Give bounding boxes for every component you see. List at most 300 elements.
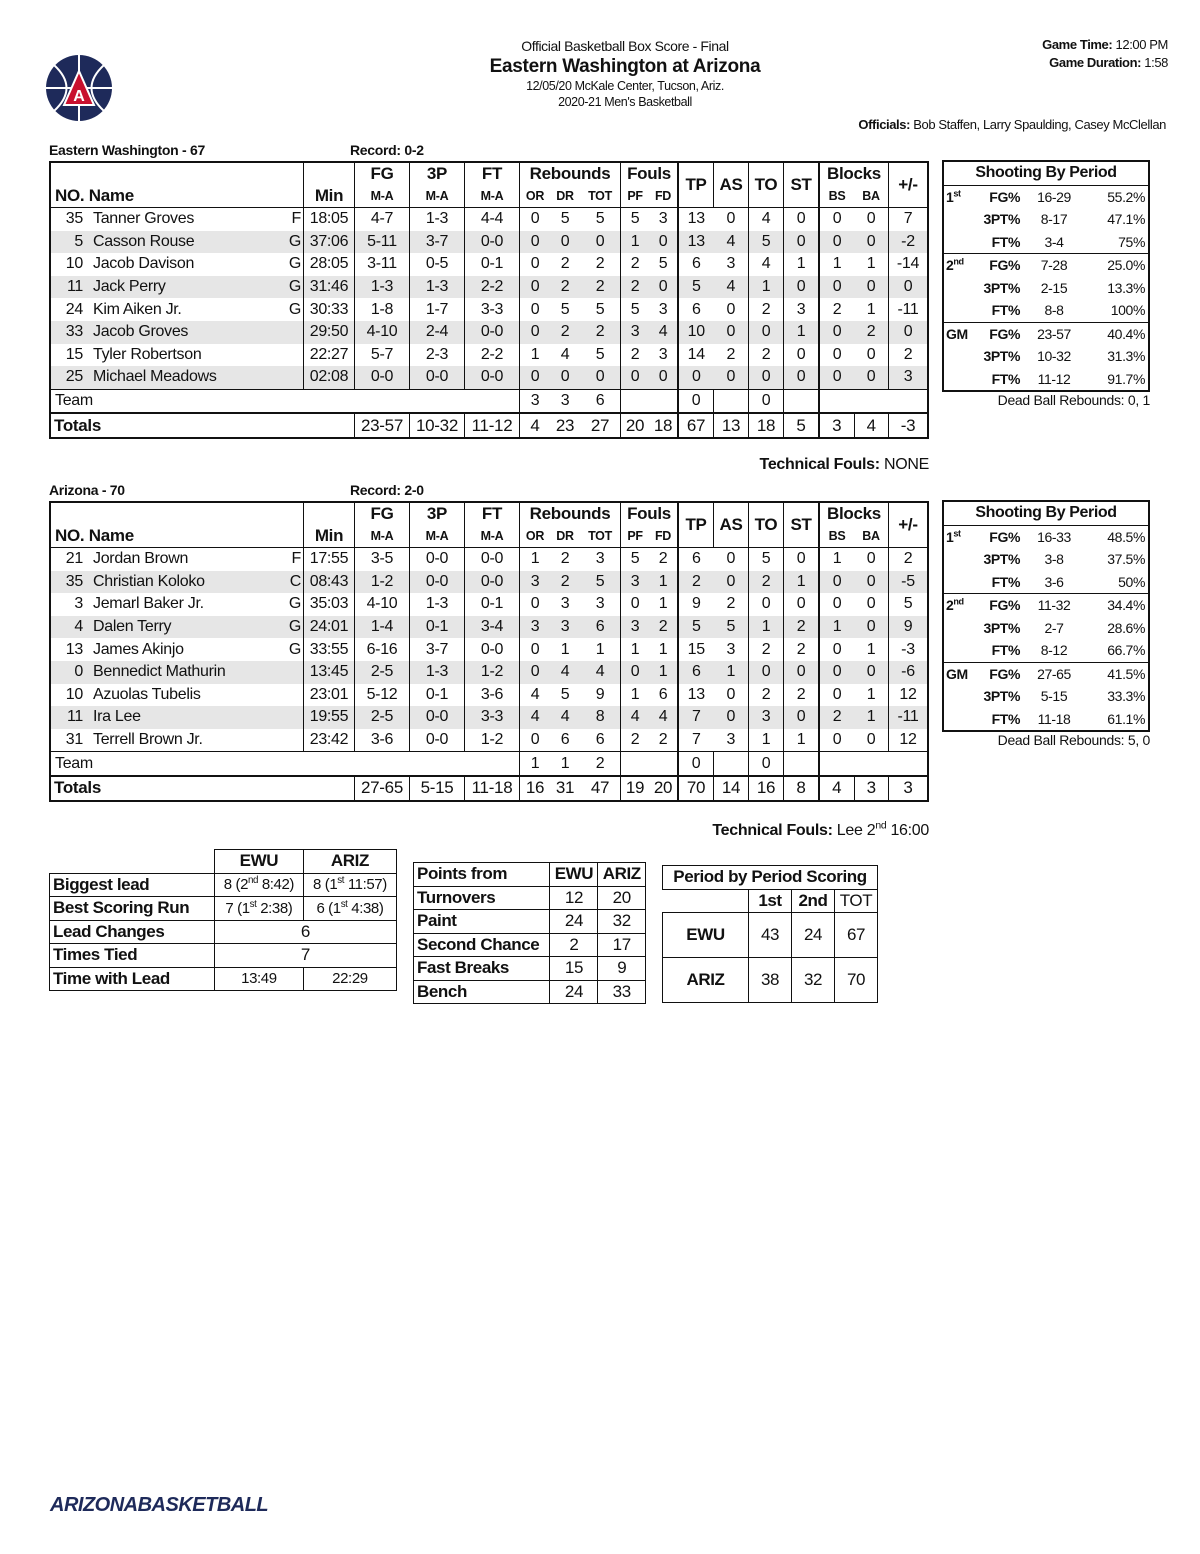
- stat-cell: 5: [560, 685, 570, 703]
- sbp-row: 3PT% 10-32 31.3%: [983, 348, 1145, 365]
- stat-cell: 14: [678, 344, 714, 367]
- stat-cell: 0: [580, 231, 621, 254]
- shooting-by-period: [942, 500, 1150, 732]
- stat-cell: 1: [819, 253, 854, 276]
- total-cell: -3: [889, 413, 929, 438]
- total-cell: 16: [749, 776, 784, 801]
- stat-cell: 0: [520, 298, 551, 321]
- stat-cell: 3: [889, 366, 929, 389]
- stat-cell: -5: [889, 571, 929, 594]
- stat-cell: 1: [784, 571, 820, 594]
- points-from-title: Points from: [414, 863, 550, 887]
- stat-cell: 0: [784, 548, 820, 571]
- sbp-title: Shooting By Period: [943, 161, 1149, 185]
- sbp-row: 3PT% 2-7 28.6%: [983, 619, 1145, 636]
- total-cell: 23: [550, 413, 580, 438]
- player-number: 15: [65, 345, 83, 363]
- stat-cell: 2: [580, 276, 621, 299]
- sbp-period: GM: [946, 325, 968, 342]
- stat-cell: 33:55: [304, 638, 355, 661]
- player-row: [50, 548, 928, 571]
- totals-row: [50, 776, 928, 801]
- stat-cell: 2: [819, 298, 854, 321]
- stat-cell: 2: [658, 550, 668, 568]
- game-stats-table: [49, 849, 397, 991]
- stat-cell: 0: [854, 231, 889, 254]
- game-venue: 12/05/20 McKale Center, Tucson, Ariz.: [526, 79, 724, 93]
- player-name: Casson Rouse: [89, 231, 283, 254]
- stat-cell: 3-6: [355, 729, 410, 752]
- page-title: Eastern Washington at Arizona: [489, 56, 761, 77]
- player-row: [50, 729, 928, 752]
- team-row: Team 1 1 2 0 0: [50, 752, 928, 776]
- stat-cell: 2: [784, 684, 820, 707]
- sbp-row: GM FG% 23-57 40.4%: [943, 322, 1149, 345]
- team-label: Team: [50, 752, 304, 776]
- stat-cell: -11: [889, 298, 929, 321]
- svg-text:A: A: [73, 88, 85, 105]
- total-cell: 20: [649, 776, 678, 801]
- player-position: G: [283, 276, 304, 299]
- stat-cell: 0-1: [465, 253, 520, 276]
- stat-cell: 0: [819, 638, 854, 661]
- col-blocks: Blocks: [819, 502, 889, 525]
- player-row: [50, 593, 928, 616]
- stat-cell: 3: [550, 616, 580, 639]
- stat-cell: 3-3: [465, 706, 520, 729]
- stat-cell: 0: [520, 593, 551, 616]
- stat-cell: 0: [784, 661, 820, 684]
- sbp-title: Shooting By Period: [943, 501, 1149, 525]
- player-row: [50, 344, 928, 367]
- stat-cell: 2: [550, 571, 580, 594]
- stat-cell: 5: [749, 231, 784, 254]
- stat-cell: 5: [749, 548, 784, 571]
- technical-fouls: Technical Fouls: NONE: [759, 456, 929, 473]
- best-run-label: Best Scoring Run: [50, 897, 215, 921]
- total-cell: 4: [854, 413, 889, 438]
- stat-cell: 29:50: [304, 321, 355, 344]
- shooting-by-period: [942, 160, 1150, 392]
- player-row: [50, 253, 928, 276]
- totals-label: Totals: [50, 776, 304, 801]
- stat-cell: 9: [678, 593, 714, 616]
- stat-cell: 0: [520, 638, 551, 661]
- stat-cell: 0: [714, 706, 749, 729]
- player-position: G: [288, 595, 301, 613]
- stat-cell: 4: [520, 706, 551, 729]
- col-as: AS: [714, 502, 749, 548]
- times-tied-label: Times Tied: [50, 944, 215, 968]
- stat-cell: 0: [866, 210, 876, 228]
- player-position: G: [283, 616, 304, 639]
- player-number: 33: [50, 321, 89, 344]
- player-number: 31: [65, 731, 83, 749]
- time-lead-ariz: 22:29: [303, 967, 396, 991]
- total-cell: 13: [714, 413, 749, 438]
- player-row: [50, 208, 928, 231]
- sbp-row: 2nd FG% 7-28 25.0%: [943, 254, 1149, 277]
- stat-cell: 0: [819, 344, 854, 367]
- stat-cell: 5: [678, 276, 714, 299]
- player-name: James Akinjo: [93, 640, 184, 658]
- player-position: F: [291, 210, 301, 228]
- stat-cell: 0-0: [465, 571, 520, 594]
- stat-cell: 1-2: [355, 571, 410, 594]
- total-cell: 3: [854, 776, 889, 801]
- sbp-row: 1st FG% 16-33 48.5%: [943, 525, 1149, 548]
- total-cell: 14: [714, 776, 749, 801]
- stat-cell: 1: [658, 595, 668, 613]
- team-label: Team: [50, 389, 304, 413]
- total-cell: 11-18: [465, 776, 520, 801]
- player-row: [50, 366, 928, 389]
- stat-cell: 0: [784, 276, 820, 299]
- stat-cell: 4: [749, 253, 784, 276]
- points-from-row: Turnovers 12 20: [414, 886, 646, 910]
- stat-cell: 0: [678, 366, 714, 389]
- player-name: Tanner Groves: [93, 210, 195, 228]
- stat-cell: 0-1: [465, 593, 520, 616]
- total-cell: 19: [621, 776, 650, 801]
- stat-cell: 0: [819, 571, 854, 594]
- stat-cell: 0: [866, 345, 876, 363]
- stat-cell: 0: [819, 729, 854, 752]
- stat-cell: 0: [819, 321, 854, 344]
- stat-cell: 2: [784, 616, 820, 639]
- period-scoring-title: Period by Period Scoring: [663, 866, 878, 890]
- player-name: Michael Meadows: [89, 366, 283, 389]
- team-record: Record: 2-0: [350, 482, 424, 498]
- col-fg: FG: [355, 162, 410, 185]
- player-number: 35: [50, 571, 89, 594]
- stat-cell: 2: [621, 276, 650, 299]
- stat-cell: 37:06: [304, 231, 355, 254]
- sbp-period: GM: [946, 665, 968, 682]
- player-position: [283, 366, 304, 389]
- stat-cell: 2: [749, 638, 784, 661]
- stat-cell: 0: [854, 616, 889, 639]
- player-position: [283, 729, 304, 752]
- stat-cell: 0: [649, 231, 678, 254]
- stat-cell: 0-1: [410, 616, 465, 639]
- col-ft: FT: [465, 162, 520, 185]
- player-name: Jemarl Baker Jr.: [93, 595, 204, 613]
- total-cell: 5: [784, 413, 820, 438]
- stat-cell: 0: [726, 550, 736, 568]
- stat-cell: 2-3: [410, 344, 465, 367]
- player-position: [283, 321, 304, 344]
- stat-cell: 3-4: [465, 616, 520, 639]
- stat-cell: 1-3: [410, 208, 465, 231]
- stat-cell: 1: [595, 640, 605, 658]
- player-number: 10: [65, 685, 83, 703]
- sbp-row: FT% 3-4 75%: [991, 233, 1145, 250]
- stat-cell: 1: [866, 255, 876, 273]
- col-plus-minus: +/-: [889, 502, 929, 548]
- stat-cell: 3: [621, 321, 650, 344]
- stat-cell: 1-3: [410, 276, 465, 299]
- stat-cell: 0: [749, 661, 784, 684]
- player-name: Terrell Brown Jr.: [93, 731, 203, 749]
- basketball-logo-icon: [44, 53, 114, 123]
- player-name: Bennedict Mathurin: [89, 661, 283, 684]
- stat-cell: 0: [866, 731, 876, 749]
- total-cell: 23-57: [355, 413, 410, 438]
- stat-cell: 3-3: [465, 298, 520, 321]
- player-position: C: [283, 571, 304, 594]
- col-min: Min: [304, 185, 355, 208]
- stat-cell: 1-3: [410, 593, 465, 616]
- stat-cell: 6: [658, 685, 668, 703]
- stat-cell: 0: [784, 366, 820, 389]
- stat-cell: 1-2: [465, 729, 520, 752]
- lead-changes-value: 6: [214, 920, 396, 944]
- stat-cell: 0-0: [410, 571, 465, 594]
- stat-cell: 6: [678, 661, 714, 684]
- stat-cell: 2: [749, 571, 784, 594]
- sbp-period: 1st: [946, 528, 961, 545]
- col-3p: 3P: [410, 162, 465, 185]
- player-number: 3: [74, 595, 83, 613]
- col-no-name: NO. Name: [50, 185, 304, 208]
- stat-cell: 2-2: [465, 344, 520, 367]
- stat-cell: 30:33: [304, 298, 355, 321]
- points-from-col-ewu: EWU: [550, 863, 598, 887]
- game-time-block: [1042, 36, 1168, 72]
- stat-cell: 0: [520, 729, 551, 752]
- sbp-row: 1st FG% 16-29 55.2%: [943, 185, 1149, 208]
- stat-cell: 5: [621, 208, 650, 231]
- total-cell: 11-12: [465, 413, 520, 438]
- points-from-table: [413, 862, 646, 1004]
- col-rebounds: Rebounds: [520, 162, 621, 185]
- stat-cell: 0-0: [355, 366, 410, 389]
- total-cell: 20: [621, 413, 650, 438]
- total-cell: 31: [550, 776, 580, 801]
- stat-cell: 6: [580, 616, 621, 639]
- stat-cell: 0: [784, 706, 820, 729]
- stat-cell: 2-4: [410, 321, 465, 344]
- player-name: Jacob Davison: [93, 255, 195, 273]
- team-row: Team 3 3 6 0 0: [50, 389, 928, 413]
- stat-cell: 0: [580, 366, 621, 389]
- stat-cell: 4-7: [355, 208, 410, 231]
- stat-cell: 2: [854, 321, 889, 344]
- total-cell: 16: [520, 776, 551, 801]
- col-fouls: Fouls: [621, 502, 679, 525]
- stat-cell: 0: [749, 321, 784, 344]
- team-name-score: Arizona - 70: [49, 482, 125, 498]
- stat-cell: 4: [749, 208, 784, 231]
- player-row: [50, 706, 928, 729]
- stat-cell: 1: [749, 276, 784, 299]
- stat-cell: 5: [560, 210, 570, 228]
- stat-cell: 0: [520, 661, 551, 684]
- report-type: Official Basketball Box Score - Final: [521, 38, 729, 54]
- stat-cell: 4: [714, 276, 749, 299]
- stat-cell: 2: [784, 638, 820, 661]
- stat-cell: 5-12: [355, 684, 410, 707]
- game-duration: 1:58: [1144, 55, 1168, 70]
- total-cell: 3: [819, 413, 854, 438]
- stat-cell: 3: [726, 255, 736, 273]
- period-scoring-table: [662, 865, 878, 1003]
- stat-cell: 7: [889, 208, 929, 231]
- stat-cell: 4: [649, 706, 678, 729]
- stat-cell: 5: [658, 255, 668, 273]
- col-tp: TP: [678, 162, 714, 208]
- officials-names: Bob Staffen, Larry Spaulding, Casey McClellan: [913, 117, 1166, 132]
- stat-cell: 5: [560, 300, 570, 318]
- player-name: Tyler Robertson: [93, 345, 202, 363]
- stat-cell: 0: [726, 300, 736, 318]
- points-from-row: Paint 24 32: [414, 910, 646, 934]
- stat-cell: 0: [550, 366, 580, 389]
- stat-cell: 2: [889, 344, 929, 367]
- stat-cell: 1: [621, 231, 650, 254]
- total-cell: 70: [678, 776, 714, 801]
- sbp-row: 3PT% 3-8 37.5%: [983, 551, 1145, 568]
- stat-cell: 0: [520, 276, 551, 299]
- stat-cell: 0: [649, 276, 678, 299]
- total-cell: 8: [784, 776, 820, 801]
- report-header: [420, 38, 830, 110]
- player-number: 10: [65, 255, 83, 273]
- stat-cell: 1: [621, 638, 650, 661]
- stat-cell: 8: [580, 706, 621, 729]
- total-cell: 18: [649, 413, 678, 438]
- sbp-row: FT% 11-18 61.1%: [991, 710, 1145, 727]
- stat-cell: 2: [550, 276, 580, 299]
- sbp-row: 3PT% 8-17 47.1%: [983, 211, 1145, 228]
- stat-cell: 28:05: [304, 253, 355, 276]
- points-from-row: Fast Breaks 15 9: [414, 957, 646, 981]
- stat-cell: 3: [595, 550, 605, 568]
- player-name: Kim Aiken Jr.: [93, 300, 182, 318]
- player-number: 11: [50, 276, 89, 299]
- sbp-period: 1st: [946, 188, 961, 205]
- stat-cell: 0: [854, 661, 889, 684]
- stat-cell: 1: [854, 706, 889, 729]
- stat-cell: 6-16: [355, 638, 410, 661]
- total-cell: 3: [889, 776, 929, 801]
- stat-cell: 3: [749, 706, 784, 729]
- total-cell: 47: [580, 776, 621, 801]
- stat-cell: 3: [658, 210, 668, 228]
- col-to: TO: [749, 162, 784, 208]
- player-name: Azuolas Tubelis: [93, 685, 201, 703]
- stat-cell: 13: [678, 208, 714, 231]
- dead-ball-rebounds: Dead Ball Rebounds: 0, 1: [997, 392, 1150, 408]
- col-3p: 3P: [410, 502, 465, 525]
- stat-cell: 3-7: [410, 231, 465, 254]
- stat-cell: 6: [678, 253, 714, 276]
- col-no-name: NO. Name: [50, 525, 304, 548]
- stat-cell: 0: [866, 595, 876, 613]
- col-fg: FG: [355, 502, 410, 525]
- player-number: 24: [65, 300, 83, 318]
- stat-cell: -2: [889, 231, 929, 254]
- stat-cell: 1: [819, 548, 854, 571]
- stat-cell: 12: [889, 729, 929, 752]
- stat-cell: 2: [595, 255, 605, 273]
- sbp-row: 3PT% 5-15 33.3%: [983, 688, 1145, 705]
- stat-cell: 2-5: [355, 706, 410, 729]
- stat-cell: 2: [560, 255, 570, 273]
- player-position: G: [288, 300, 301, 318]
- total-cell: 27: [580, 413, 621, 438]
- stat-cell: 23:42: [304, 729, 355, 752]
- stat-cell: 0: [520, 231, 551, 254]
- points-from-row: Second Chance 2 17: [414, 933, 646, 957]
- stat-cell: 0: [520, 208, 551, 231]
- sbp-period: 2nd: [946, 256, 964, 274]
- stat-cell: 1: [658, 640, 668, 658]
- stat-cell: 2: [621, 729, 650, 752]
- stat-cell: 3: [784, 298, 820, 321]
- stat-cell: 5: [714, 616, 749, 639]
- stat-cell: 0: [866, 550, 876, 568]
- player-number: 11: [50, 706, 89, 729]
- box-score-table: FG 3P FT Rebounds Fouls TP AS TO ST Blocks +/- NO. Name Min M-A M-A M-A OR DR TOT PF FD BS BA 21 Jordan Brown F 17:55 3-5 0-0 0-0 1 2 3 5 2 6 0 5 0 1 0 2 35 Christian Koloko C 08:43 1-2 0-0 0-0 3 2 5 3 1 2 0 2 1 0 0 -5 3 Jemarl Baker Jr. G 35:03 4-10 1-3 0-1 0 3 3 0 1 9 2 0 0 0 0 5 4 Dalen Terry G 24:01 1-4 0-1 3-4 3 3 6 3 2 5 5 1 2 1 0 9 13 James Akinjo G 33:55 6-16 3-7 0-0 0 1 1 1 1 15 3 2 2 0 1 -3 0 Bennedict Mathurin 13:45 2-5 1-3 1-2 0 4 4 0 1 6 1 0 0 0 0 -6 10 Azuolas Tubelis 23:01 5-12 0-1 3-6 4 5 9 1 6 13 0 2 2 0 1 12 11 Ira Lee 19:55 2-5 0-0 3-3 4 4 8 4 4 7 0 3 0 2 1 -11 31 Terrell Brown Jr. 23:42 3-6 0-0 1-2 0 6 6 2 2 7 3 1 1 0 0 12 Team 1 1 2 0 0 Totals 27-65 5-15 11-18 16 31 47 19 20 70 14 16 8 4 3 3: [49, 501, 929, 802]
- total-cell: 5-15: [410, 776, 465, 801]
- total-cell: 27-65: [355, 776, 410, 801]
- stat-cell: 0-0: [465, 321, 520, 344]
- stat-cell: 0: [819, 593, 854, 616]
- team-record: Record: 0-2: [350, 142, 424, 158]
- col-fouls: Fouls: [621, 162, 679, 185]
- stat-cell: 0: [621, 593, 650, 616]
- stat-cell: -6: [889, 661, 929, 684]
- stat-cell: 0: [819, 366, 854, 389]
- sbp-row: FT% 11-12 91.7%: [991, 370, 1145, 387]
- stat-cell: 24:01: [304, 616, 355, 639]
- stat-cell: 0-0: [465, 638, 520, 661]
- col-st: ST: [784, 502, 820, 548]
- stat-cell: 3: [520, 571, 551, 594]
- stat-cell: 0: [520, 366, 551, 389]
- stat-cell: 0: [726, 210, 736, 228]
- stat-cell: 4: [550, 706, 580, 729]
- stat-cell: 0: [819, 231, 854, 254]
- stat-cell: 5: [595, 345, 605, 363]
- stat-cell: 0: [749, 593, 784, 616]
- stat-cell: 1: [520, 548, 551, 571]
- stat-cell: 0: [714, 366, 749, 389]
- game-time-label: Game Time:: [1042, 37, 1113, 52]
- stat-cell: 2-5: [355, 661, 410, 684]
- stat-cell: 2: [819, 706, 854, 729]
- player-number: 5: [50, 231, 89, 254]
- total-cell: 4: [520, 413, 551, 438]
- stat-cell: 10: [678, 321, 714, 344]
- stat-cell: 1: [866, 300, 876, 318]
- stat-cell: 2-2: [465, 276, 520, 299]
- player-position: G: [288, 255, 301, 273]
- totals-label: Totals: [50, 413, 304, 438]
- dead-ball-rebounds: Dead Ball Rebounds: 5, 0: [997, 732, 1150, 748]
- player-name: Jacob Groves: [89, 321, 283, 344]
- col-as: AS: [714, 162, 749, 208]
- stat-cell: 0: [550, 231, 580, 254]
- stat-cell: 5: [621, 298, 650, 321]
- stat-cell: -3: [889, 638, 929, 661]
- stat-cell: 5: [580, 571, 621, 594]
- stat-cell: 1: [866, 640, 876, 658]
- player-row: [50, 231, 928, 254]
- stat-cell: 2: [726, 345, 736, 363]
